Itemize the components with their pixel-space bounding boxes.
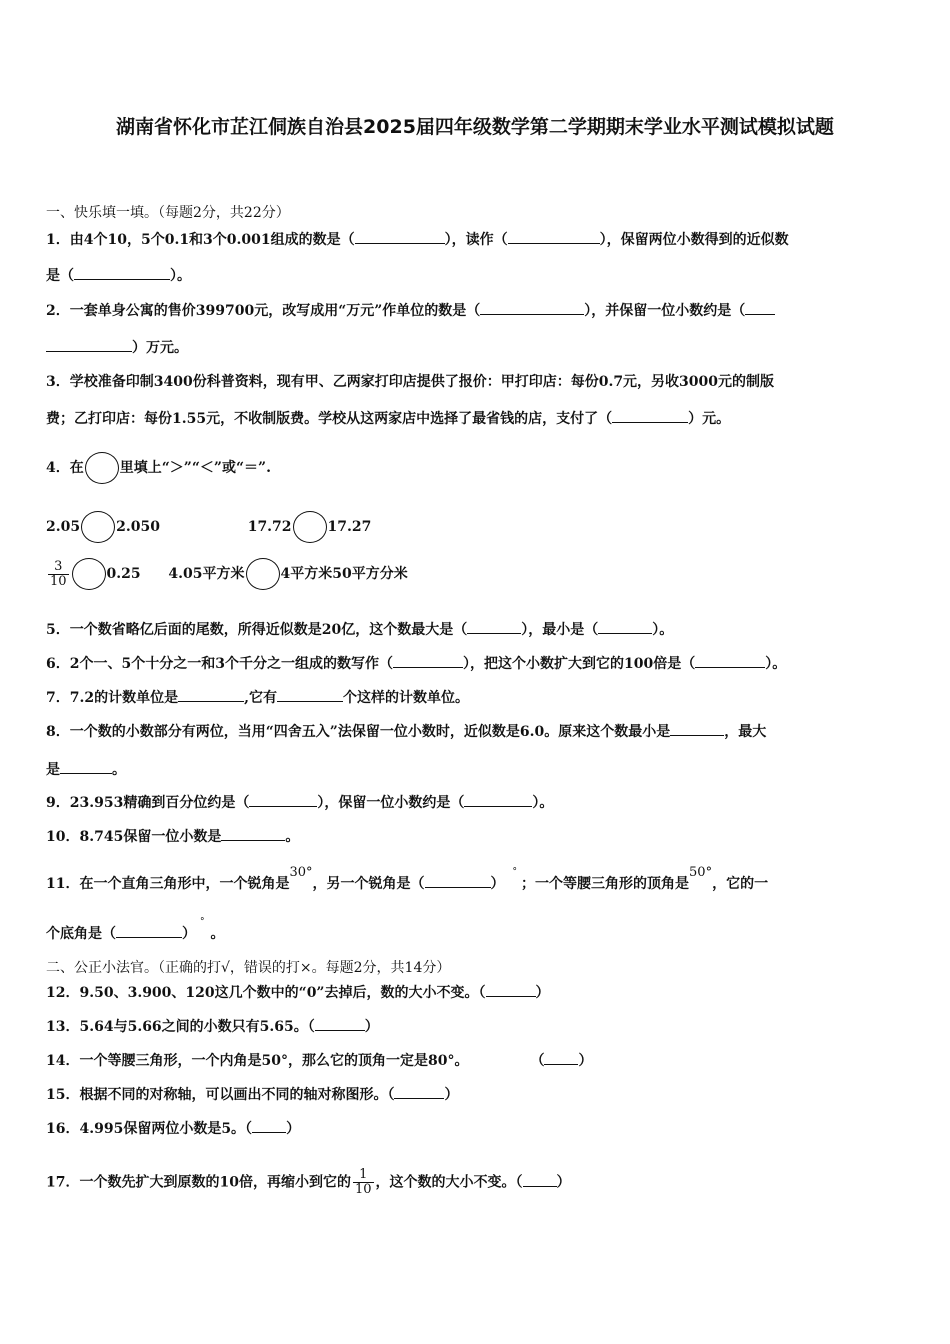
question-1-line-1: 1．由4个10，5个0.1和3个0.001组成的数是（ ），读作（ ），保留两位小数得到的近似数	[46, 232, 789, 248]
answer-blank[interactable]	[425, 875, 491, 888]
answer-blank[interactable]	[467, 621, 521, 634]
question-15: 15．根据不同的对称轴，可以画出不同的轴对称图形。（ ）	[46, 1087, 459, 1103]
question-3-line-1: 3．学校准备印制3400份科普资料，现有甲、乙两家打印店提供了报价：甲打印店：每份0.7元，另收3000元的制版	[46, 374, 775, 390]
question-5: 5．一个数省略亿后面的尾数，所得近似数是20亿，这个数最大是（ ），最小是（ ）。	[46, 622, 674, 638]
answer-blank[interactable]	[249, 794, 317, 807]
answer-blank[interactable]	[315, 1018, 365, 1031]
compare-circle[interactable]	[85, 452, 119, 484]
angle-30: 30°	[289, 865, 313, 880]
question-9: 9．23.953精确到百分位约是（ ），保留一位小数约是（ ）。	[46, 795, 554, 811]
question-4-stem: 4．在 里填上“＞”“＜”或“＝”.	[46, 452, 271, 484]
answer-blank[interactable]	[670, 723, 724, 736]
answer-blank[interactable]	[464, 794, 532, 807]
answer-blank[interactable]	[178, 689, 244, 702]
compare-circle[interactable]	[81, 511, 115, 543]
degree-mark: °	[512, 867, 518, 877]
question-1-line-2: 是（ ）。	[46, 268, 191, 284]
answer-blank[interactable]	[508, 231, 600, 244]
answer-blank[interactable]	[480, 302, 584, 315]
answer-blank[interactable]	[393, 655, 463, 668]
question-8-line-1: 8．一个数的小数部分有两位，当用“四舍五入”法保留一位小数时，近似数是6.0。原来这个数最小是 ，最大	[46, 724, 767, 740]
question-4-row-1: 2.05 2.050 17.72 17.27	[46, 511, 371, 543]
question-17: 17．一个数先扩大到原数的10倍，再缩小到它的 $\frac{1}{10}$ ，这个数的大小不变。（ ）	[46, 1167, 571, 1197]
section-heading-2: 二、公正小法官。（正确的打√，错误的打×。每题2分，共14分）	[46, 960, 451, 976]
question-11-line-1: 11．在一个直角三角形中，一个锐角是30°，另一个锐角是（ ）°；一个等腰三角形的顶角是50°，它的一	[46, 865, 769, 892]
answer-blank[interactable]	[355, 231, 445, 244]
question-12: 12．9.50、3.900、120这几个数中的“0”去掉后，数的大小不变。（ ）	[46, 985, 550, 1001]
fraction: $\frac{3}{10}$	[50, 558, 67, 589]
question-10: 10．8.745保留一位小数是 。	[46, 829, 300, 845]
question-6: 6．2个一、5个十分之一和3个千分之一组成的数写作（ ），把这个小数扩大到它的100倍是（ ）。	[46, 656, 787, 672]
angle-50: 50°	[689, 865, 713, 880]
answer-blank[interactable]	[221, 828, 285, 841]
question-7: 7．7.2的计数单位是 ,它有 个这样的计数单位。	[46, 690, 469, 706]
question-4-row-2: $\frac{3}{10}$ 0.25 4.05平方米 4平方米50平方分米	[50, 558, 408, 589]
question-3-line-2: 费；乙打印店：每份1.55元，不收制版费。学校从这两家店中选择了最省钱的店，支付了（ ）元。	[46, 411, 731, 427]
answer-blank[interactable]	[544, 1052, 578, 1065]
answer-blank[interactable]	[60, 761, 112, 774]
answer-blank[interactable]	[486, 984, 536, 997]
answer-blank[interactable]	[695, 655, 765, 668]
question-14: 14．一个等腰三角形，一个内角是50°，那么它的顶角一定是80°。 （ ）	[46, 1053, 593, 1069]
degree-mark: °	[200, 917, 205, 927]
answer-blank[interactable]	[74, 267, 170, 280]
answer-blank[interactable]	[745, 302, 775, 315]
question-13: 13．5.64与5.66之间的小数只有5.65。（ ）	[46, 1019, 379, 1035]
answer-blank[interactable]	[252, 1120, 286, 1133]
question-11-line-2: 个底角是（ ）°。	[46, 917, 225, 942]
answer-blank[interactable]	[394, 1086, 444, 1099]
compare-circle[interactable]	[293, 511, 327, 543]
compare-circle[interactable]	[72, 558, 106, 590]
compare-circle[interactable]	[246, 558, 280, 590]
page-title: 湖南省怀化市芷江侗族自治县2025届四年级数学第二学期期末学业水平测试模拟试题	[116, 116, 834, 138]
fraction: $\frac{1}{10}$	[354, 1167, 372, 1197]
answer-blank[interactable]	[46, 339, 132, 352]
question-8-line-2: 是 。	[46, 762, 126, 778]
answer-blank[interactable]	[612, 410, 688, 423]
question-2-line-1: 2．一套单身公寓的售价399700元，改写成用“万元”作单位的数是（ ），并保留一位小数约是（	[46, 300, 775, 320]
answer-blank[interactable]	[598, 621, 652, 634]
section-heading-1: 一、快乐填一填。（每题2分，共22分）	[46, 205, 290, 221]
answer-blank[interactable]	[523, 1174, 557, 1187]
answer-blank[interactable]	[116, 925, 182, 938]
answer-blank[interactable]	[277, 689, 343, 702]
question-2-line-2: ）万元。	[46, 337, 188, 357]
question-16: 16．4.995保留两位小数是5。（ ）	[46, 1121, 301, 1137]
